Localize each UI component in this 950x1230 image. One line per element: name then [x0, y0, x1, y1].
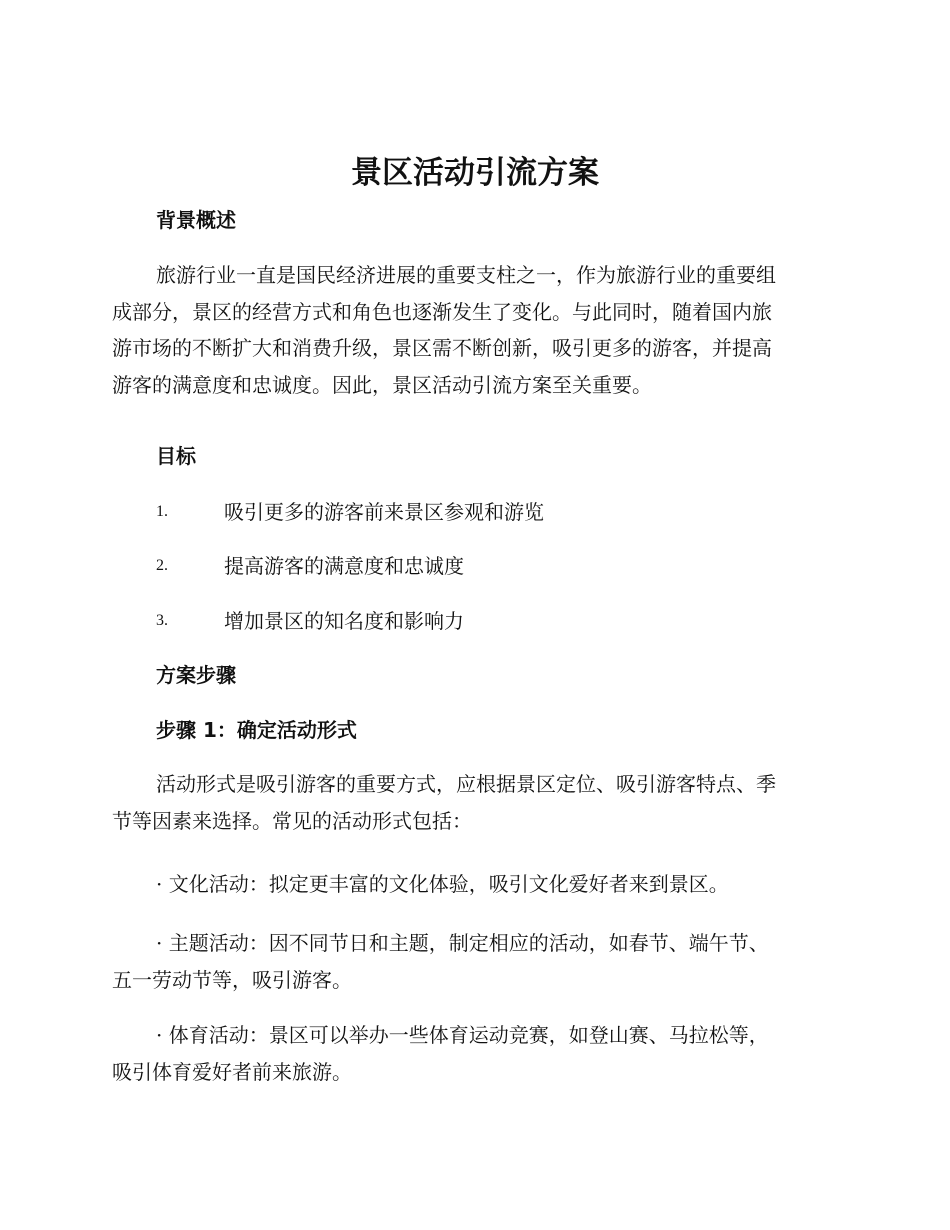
bullet-paragraph	[112, 1017, 832, 1090]
bullet-paragraph	[112, 866, 832, 903]
bullet-paragraph	[112, 925, 832, 998]
list-number: 3.	[156, 612, 168, 629]
paragraph-line: 旅游行业一直是国民经济进展的重要支柱之一，作为旅游行业的重要组	[156, 263, 776, 287]
section-heading-background: 背景概述	[156, 208, 236, 232]
list-item-text: 提高游客的满意度和忠诚度	[224, 554, 464, 578]
paragraph-line: 游客的满意度和忠诚度。因此，景区活动引流方案至关重要。	[112, 372, 652, 397]
paragraph-line: 五一劳动节等，吸引游客。	[112, 967, 352, 992]
section-heading-steps: 方案步骤	[156, 663, 236, 687]
list-number: 2.	[156, 557, 168, 574]
list-item-text: 增加景区的知名度和影响力	[224, 609, 464, 633]
step-heading: 步骤 1：确定活动形式	[156, 718, 357, 742]
paragraph-line: 活动形式是吸引游客的重要方式，应根据景区定位、吸引游客特点、季	[156, 772, 776, 796]
paragraph-line: 游市场的不断扩大和消费升级，景区需不断创新，吸引更多的游客，并提高	[112, 336, 772, 360]
paragraph-line: · 文化活动：拟定更丰富的文化体验，吸引文化爱好者来到景区。	[156, 872, 729, 896]
list-item-text: 吸引更多的游客前来景区参观和游览	[224, 500, 544, 524]
paragraph-line: 节等因素来选择。常见的活动形式包括：	[112, 808, 472, 833]
list-number: 1.	[156, 503, 168, 520]
paragraph-line: · 体育活动：景区可以举办一些体育运动竞赛，如登山赛、马拉松等，	[156, 1023, 769, 1047]
paragraph-line: 成部分，景区的经营方式和角色也逐渐发生了变化。与此同时，随着国内旅	[112, 299, 772, 324]
background-paragraph	[112, 257, 832, 403]
document-title: 景区活动引流方案	[351, 155, 599, 191]
section-heading-goals: 目标	[156, 444, 196, 468]
paragraph-line: · 主题活动：因不同节日和主题，制定相应的活动，如春节、端午节、	[156, 931, 769, 955]
step1-intro-paragraph	[112, 766, 832, 839]
paragraph-line: 吸引体育爱好者前来旅游。	[112, 1059, 352, 1084]
